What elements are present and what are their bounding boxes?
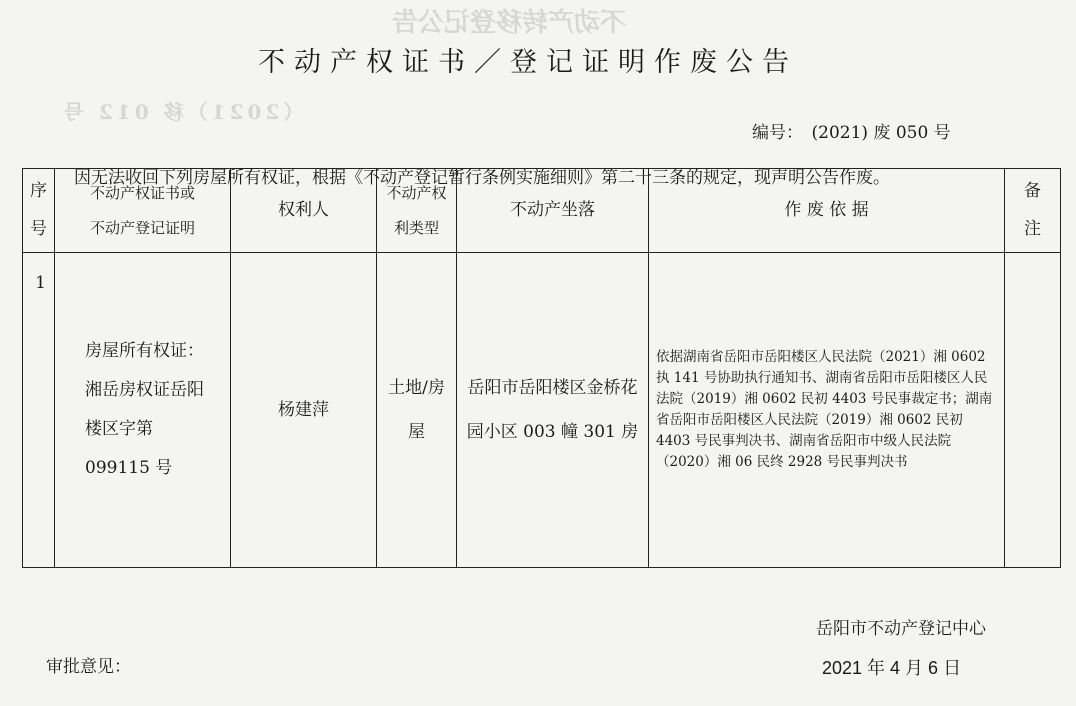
cell-seq: 1: [23, 253, 55, 568]
header-location: 不动产坐落: [457, 169, 649, 253]
table-row: [23, 253, 1061, 568]
cell-location: 岳阳市岳阳楼区金桥花园小区 003 幢 301 房: [457, 253, 649, 568]
table-header-row: [23, 169, 1061, 253]
issuer-name: 岳阳市不动产登记中心: [816, 619, 986, 639]
cell-certificate: 房屋所有权证：湘岳房权证岳阳楼区字第 099115 号: [55, 253, 231, 568]
cell-basis: 依据湖南省岳阳市岳阳楼区人民法院（2021）湘 0602 执 141 号协助执行通知书、湖南省岳阳市岳阳楼区人民法院（2019）湘 0602 民初 4403 号民事裁定书；湖南省岳阳市岳阳楼区人民法院（2019）湘 0602 民初 4403 号民事判决书、湖南省岳阳市中级人民法院（2020）湘 06 民终 2928 号民事判决书: [649, 253, 1005, 568]
certificate-table: [22, 168, 1061, 568]
cell-holder: 杨建萍: [231, 253, 377, 568]
cell-right-type: 土地/房屋: [377, 253, 457, 568]
issue-date: 2021 年 4 月 6 日: [822, 658, 962, 678]
header-remark: 备 注: [1005, 169, 1061, 253]
document-number: 编号： (2021) 废 050 号: [752, 123, 951, 143]
approval-label: 审批意见：: [46, 657, 131, 677]
bleed-through-text: 不动产转移登记公告: [392, 8, 627, 38]
header-right-type: 不动产权 利类型: [377, 169, 457, 253]
header-holder: 权利人: [231, 169, 377, 253]
intro-paragraph: 因无法收回下列房屋所有权证，根据《不动产登记暂行条例实施细则》第二十三条的规定，现声明公告作废。: [74, 168, 890, 188]
cell-remark: [1005, 253, 1061, 568]
bleed-through-text: （2021）移 012 号: [60, 100, 304, 124]
page-title: 不动产权证书／登记证明作废公告: [258, 47, 798, 78]
header-basis: 作 废 依 据: [649, 169, 1005, 253]
header-certificate: 不动产权证书或 不动产登记证明: [55, 169, 231, 253]
header-seq: 序 号: [23, 169, 55, 253]
